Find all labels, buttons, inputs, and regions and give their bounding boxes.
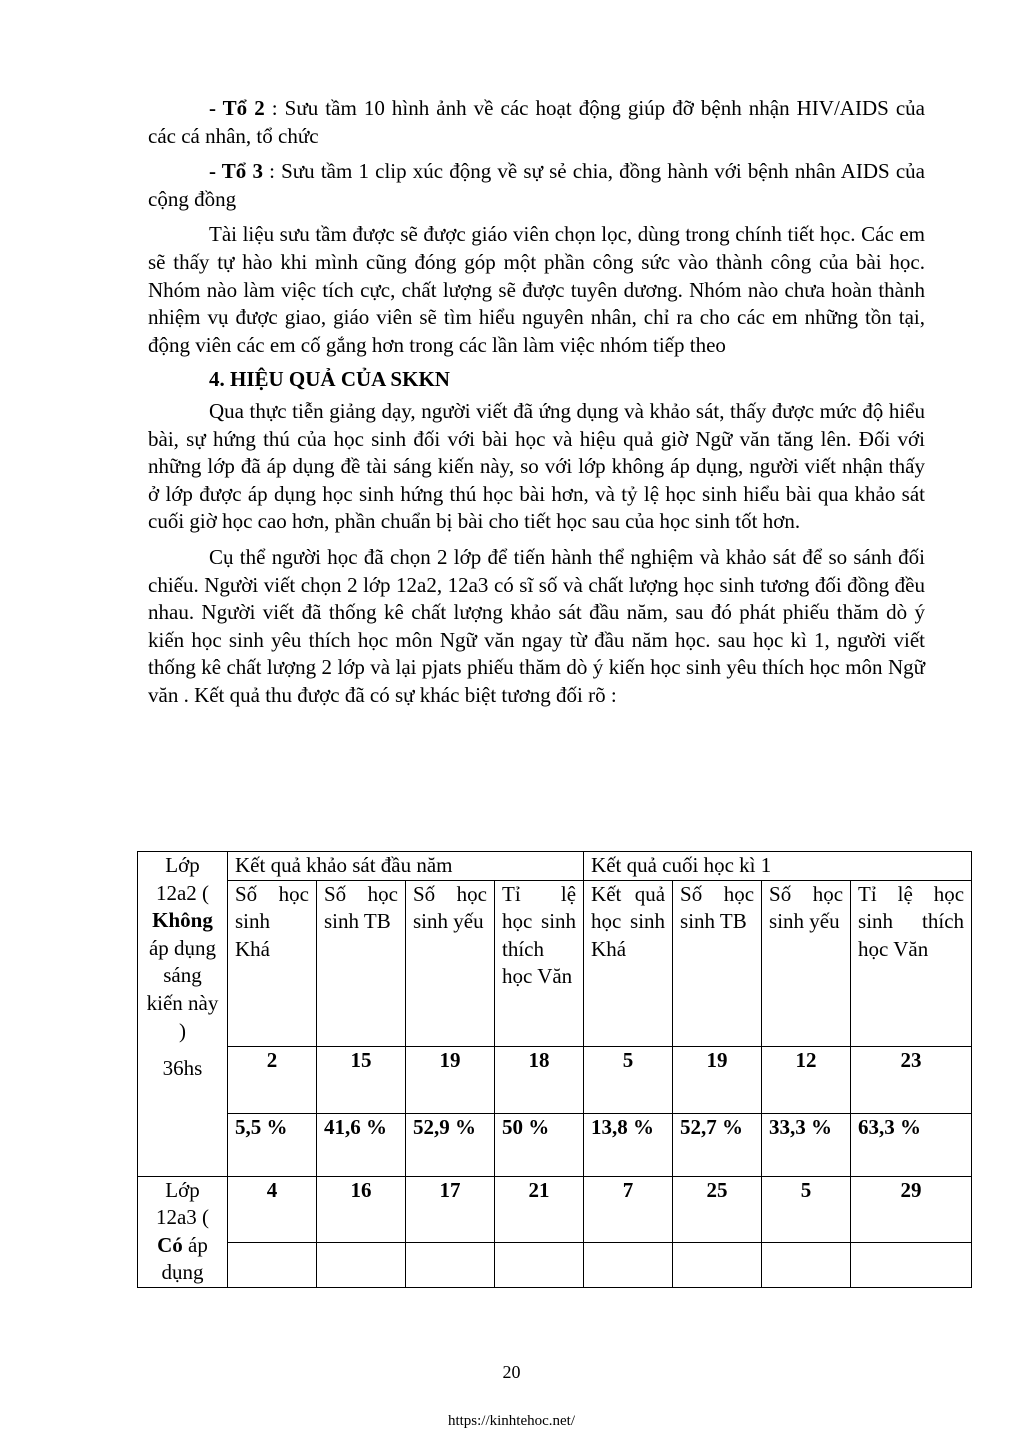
- row-head-12a2-pre: Lớp 12a2 (: [155, 853, 210, 905]
- percent-cell: 33,3 %: [762, 1113, 851, 1176]
- percent-cell: 41,6 %: [317, 1113, 406, 1176]
- footer-url: https://kinhtehoc.net/: [447, 1413, 576, 1429]
- subheader-cell: Kết quả học sinh Khá: [584, 880, 673, 1046]
- percent-cell: 5,5 %: [228, 1113, 317, 1176]
- empty-cell: [317, 1242, 406, 1287]
- results-table: [137, 851, 972, 1288]
- count-cell: 23: [851, 1046, 972, 1113]
- row-head-12a2-post: áp dụng sáng kiến này ): [146, 935, 219, 1043]
- count-cell: 5: [584, 1046, 673, 1113]
- table-row-12a3-counts: [138, 1176, 972, 1242]
- empty-cell: [762, 1242, 851, 1287]
- group-header-end: Kết quả cuối học kì 1: [584, 852, 972, 881]
- count-cell: 5: [762, 1176, 851, 1242]
- row-head-12a3-bold: Có: [157, 1232, 183, 1257]
- row-head-12a2: [138, 852, 228, 1177]
- empty-cell: [406, 1242, 495, 1287]
- document-body: [148, 95, 925, 709]
- percent-cell: 52,9 %: [406, 1113, 495, 1176]
- subheader-cell: Số học sinh yếu: [406, 880, 495, 1046]
- row-head-12a3-post: áp dụng: [161, 1232, 208, 1285]
- subheader-cell: Số học sinh TB: [317, 880, 406, 1046]
- paragraph-qua-thuc-tien: Qua thực tiễn giảng dạy, người viết đã ứng dụng và khảo sát, thấy được mức độ hiểu bài, sự hứng thú của học sinh đối với bài học và hiệu quả giờ Ngữ văn tăng lên. Đối với những lớp đã áp dụng đề tài sáng kiến này, so với lớp không áp dụng, người viết nhận thấy ở lớp được áp dụng học sinh hứng thú học bài hơn, và tỷ lệ học sinh hiểu bài qua khảo sát cuối giờ học cao hơn, phần chuẩn bị bài cho tiết học sau của học sinh tốt hơn.: [148, 398, 925, 534]
- table-row-12a3-empty: [138, 1242, 972, 1287]
- row-head-12a3: [138, 1176, 228, 1287]
- subheader-cell: Số học sinh yếu: [762, 880, 851, 1046]
- empty-cell: [495, 1242, 584, 1287]
- count-cell: 19: [406, 1046, 495, 1113]
- table-group-header-row: [138, 852, 972, 881]
- count-cell: 19: [673, 1046, 762, 1113]
- percent-cell: 52,7 %: [673, 1113, 762, 1176]
- paragraph-cu-the: Cụ thể người học đã chọn 2 lớp để tiến hành thể nghiệm và khảo sát để so sánh đối chiếu. Người viết chọn 2 lớp 12a2, 12a3 có sĩ số và chất lượng học sinh tương đối đồng đều nhau. Người viết đã thống kê chất lượng khảo sát đầu năm, sau đó phát phiếu thăm dò ý kiến học sinh yêu thích học môn Ngữ văn ngay từ đầu năm học. sau học kì 1, người viết thống kê chất lượng 2 lớp và lại pjats phiếu thăm dò ý kiến học sinh yêu thích học môn Ngữ văn . Kết quả thu được đã có sự khác biệt tương đối rõ :: [148, 544, 925, 707]
- count-cell: 17: [406, 1176, 495, 1242]
- to-3-label: - Tổ 3: [209, 159, 263, 184]
- percent-cell: 63,3 %: [851, 1113, 972, 1176]
- row-head-12a3-pre: Lớp 12a3 (: [155, 1177, 210, 1230]
- empty-cell: [851, 1242, 972, 1287]
- group-header-start: Kết quả khảo sát đầu năm: [228, 852, 584, 881]
- count-cell: 15: [317, 1046, 406, 1113]
- percent-cell: 50 %: [495, 1113, 584, 1176]
- subheader-cell: Tỉ lệ học sinh thích học Văn: [851, 880, 972, 1046]
- count-cell: 2: [228, 1046, 317, 1113]
- subheader-cell: Số học sinh Khá: [228, 880, 317, 1046]
- count-cell: 16: [317, 1176, 406, 1242]
- table-row-12a2-percents: [138, 1113, 972, 1176]
- empty-cell: [673, 1242, 762, 1287]
- row-head-12a2-bold: Không: [152, 908, 213, 933]
- table-row-12a2-counts: [138, 1046, 972, 1113]
- to-3-text: : Sưu tầm 1 clip xúc động về sự sẻ chia, đồng hành với bệnh nhân AIDS của cộng đồng: [148, 159, 926, 211]
- count-cell: 29: [851, 1176, 972, 1242]
- empty-cell: [228, 1242, 317, 1287]
- percent-cell: 13,8 %: [584, 1113, 673, 1176]
- count-cell: 18: [495, 1046, 584, 1113]
- count-cell: 21: [495, 1176, 584, 1242]
- table-subheader-row: [138, 880, 972, 1046]
- paragraph-to-3: [148, 158, 925, 213]
- to-2-label: - Tổ 2: [209, 96, 265, 120]
- count-cell: 7: [584, 1176, 673, 1242]
- count-cell: 12: [762, 1046, 851, 1113]
- paragraph-tai-lieu: Tài liệu sưu tầm được sẽ được giáo viên chọn lọc, dùng trong chính tiết học. Các em sẽ thấy tự hào khi mình cũng đóng góp một phần công sức vào thành công của bài học. Nhóm nào làm việc tích cực, chất lượng sẽ được tuyên dương. Nhóm nào chưa hoàn thành nhiệm vụ được giao, giáo viên sẽ tìm hiểu nguyên nhân, chỉ ra cho các em những tồn tại, động viên các em cố gắng hơn trong các lần làm việc nhóm tiếp theo: [148, 222, 925, 357]
- subheader-cell: Số học sinh TB: [673, 880, 762, 1046]
- to-2-text: : Sưu tầm 10 hình ảnh về các hoạt động giúp đỡ bệnh nhận HIV/AIDS của các cá nhân, tổ chức: [148, 96, 925, 148]
- count-cell: 4: [228, 1176, 317, 1242]
- empty-cell: [584, 1242, 673, 1287]
- paragraph-to-2: [148, 95, 925, 150]
- subheader-cell: Tỉ lệ học sinh thích học Văn: [495, 880, 584, 1046]
- section-heading: 4. HIỆU QUẢ CỦA SKKN: [209, 367, 450, 392]
- page-number: 20: [502, 1362, 521, 1382]
- count-cell: 25: [673, 1176, 762, 1242]
- row-head-12a2-count: 36hs: [162, 1056, 203, 1081]
